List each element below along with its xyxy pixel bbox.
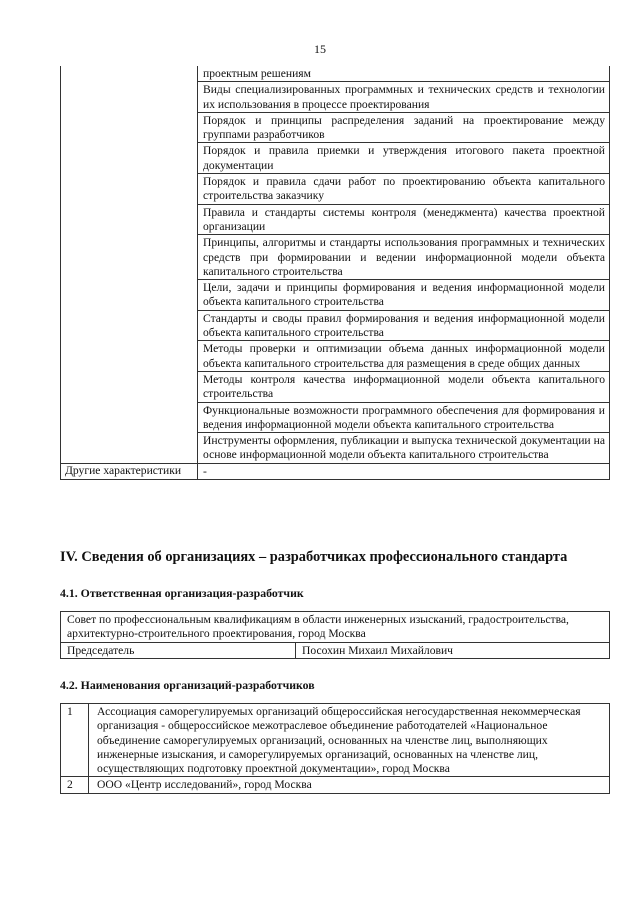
table-row: [61, 463, 610, 479]
knowledge-item: Правила и стандарты системы контроля (менеджмента) качества проектной организации: [198, 204, 610, 235]
knowledge-item: Принципы, алгоритмы и стандарты использования программных и технических средств при формировании и ведении информационной модели объекта капитального строительства: [198, 235, 610, 280]
knowledge-item: Стандарты и своды правил формирования и ведения информационной модели объекта капитального строительства: [198, 310, 610, 341]
other-characteristics-value: -: [198, 463, 610, 479]
knowledge-item: проектным решениям: [198, 66, 610, 82]
org-name: ООО «Центр исследований», город Москва: [89, 777, 610, 793]
page-number: 15: [314, 42, 326, 56]
section-title: IV. Сведения об организациях – разработчиках профессионального стандарта: [60, 549, 568, 565]
knowledge-item: Порядок и правила приемки и утверждения итогового пакета проектной документации: [198, 143, 610, 174]
org-name: Ассоциация саморегулируемых организаций общероссийская негосударственная некоммерческая организация - общероссийское межотраслевое объединение работодателей «Национальное объединение саморегулируемых организаций, основанных на членстве лиц, выполняющих инженерные изыскания, и саморегулируемых организаций, основанных на членстве лиц, осуществляющих подготовку проектной документации», город Москва: [89, 704, 610, 777]
knowledge-table: [60, 66, 610, 480]
knowledge-item: Методы контроля качества информационной модели объекта капитального строительства: [198, 371, 610, 402]
table-row: [61, 66, 610, 82]
knowledge-item: Порядок и правила сдачи работ по проектированию объекта капитального строительства заказчику: [198, 174, 610, 205]
knowledge-item: Порядок и принципы распределения заданий на проектирование между группами разработчиков: [198, 112, 610, 143]
responsible-org-table: [60, 611, 610, 659]
org-number: 1: [61, 704, 89, 777]
person-cell: Посохин Михаил Михайлович: [296, 642, 610, 658]
knowledge-item: Инструменты оформления, публикации и выпуска технической документации на основе информационной модели объекта капитального строительства: [198, 433, 610, 464]
subsection-title-responsible: 4.1. Ответственная организация-разработчик: [60, 586, 304, 600]
other-characteristics-label: Другие характеристики: [61, 463, 198, 479]
knowledge-item: Виды специализированных программных и технических средств и технологии их использования в процессе проектирования: [198, 82, 610, 113]
table-row: [61, 642, 610, 658]
knowledge-item: Цели, задачи и принципы формирования и ведения информационной модели объекта капитального строительства: [198, 280, 610, 311]
knowledge-item: Функциональные возможности программного обеспечения для формирования и ведения информационной модели объекта капитального строительства: [198, 402, 610, 433]
subsection-title-developers: 4.2. Наименования организаций-разработчиков: [60, 678, 315, 692]
knowledge-item: Методы проверки и оптимизации объема данных информационной модели объекта капитального строительства для размещения в среде общих данных: [198, 341, 610, 372]
table-row: [61, 612, 610, 643]
table-row: [61, 777, 610, 793]
table-row: [61, 704, 610, 777]
developer-orgs-table: [60, 703, 610, 794]
label-cell-empty: [61, 66, 198, 463]
position-cell: Председатель: [61, 642, 296, 658]
responsible-org-name: Совет по профессиональным квалификациям в области инженерных изысканий, градостроительства, архитектурно-строительного проектирования, город Москва: [61, 612, 610, 643]
org-number: 2: [61, 777, 89, 793]
